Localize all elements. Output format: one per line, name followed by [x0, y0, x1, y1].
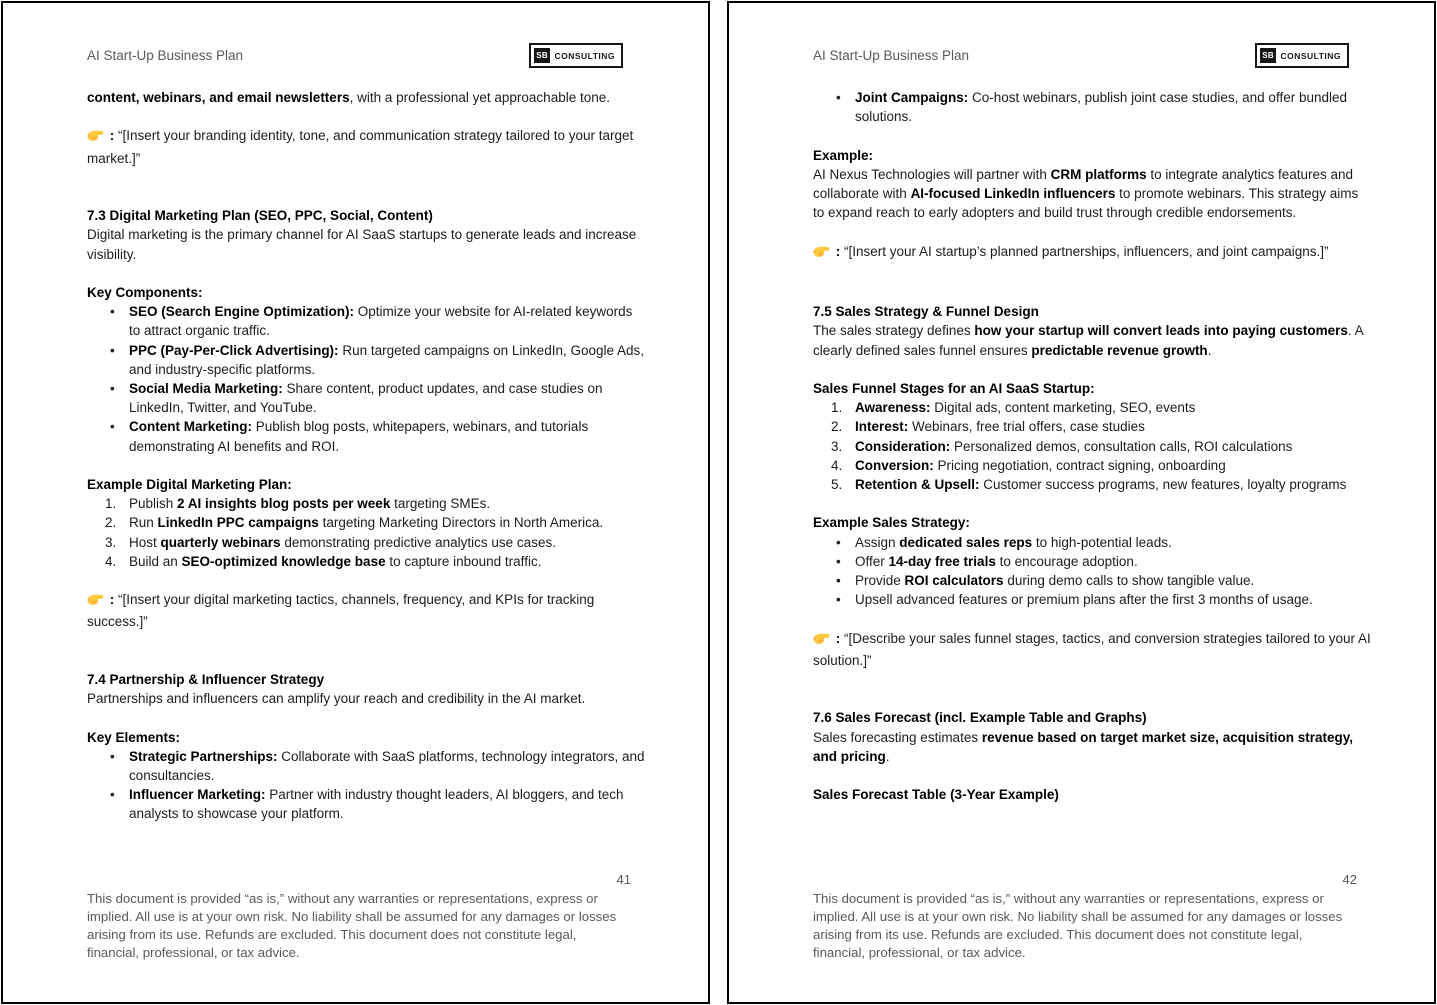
paragraph [87, 88, 645, 107]
prompt-line [813, 629, 1371, 670]
list-number: 4. [105, 553, 117, 569]
bold-text-run: Example Digital Marketing Plan: [87, 477, 292, 492]
list-number: 1. [105, 496, 117, 512]
header-title: AI Start-Up Business Plan [813, 48, 970, 63]
bold-text-run: Joint Campaigns: [855, 90, 969, 105]
blank-line [87, 456, 645, 475]
page-number: 42 [1342, 872, 1357, 887]
bold-text-run: 7.6 Sales Forecast (incl. Example Table and Graphs) [813, 710, 1147, 726]
list-number: 3. [831, 438, 843, 454]
text-run: Upsell advanced features or premium plans after the first 3 months of usage. [855, 592, 1313, 608]
list-item [813, 533, 1371, 552]
bold-text-run: revenue based on target market size, acquisition strategy, and pricing [813, 729, 1353, 764]
section-heading [813, 146, 1371, 165]
blank-line [813, 222, 1371, 241]
text-run: Partnerships and influencers can amplify your reach and credibility in the AI market. [87, 691, 586, 707]
bold-text-run: Strategic Partnerships: [129, 748, 278, 764]
pointing-right-icon [813, 242, 830, 264]
blank-line [87, 264, 645, 283]
list-item [87, 494, 645, 513]
disclaimer-text: This document is provided “as is,” without any warranties or representations, express or implied. All use is at your own risk. No liability shall be assumed for any damages or losses arising from its use. Refunds are excluded. This document does not constitute legal, financial, professional, or tax advice. [813, 891, 1343, 960]
bold-text-run: SEO (Search Engine Optimization): [129, 304, 355, 320]
bold-text-run: : [106, 128, 118, 144]
pointing-right-icon [87, 126, 104, 148]
bold-text-run: SEO-optimized knowledge base [181, 553, 386, 569]
text-run: “[Insert your AI startup’s planned partnerships, influencers, and joint campaigns.]” [844, 243, 1329, 259]
list-number: 2. [105, 515, 117, 531]
blank-line [813, 494, 1371, 513]
prompt-line [87, 590, 645, 631]
section-heading [87, 475, 645, 494]
list-item [87, 785, 645, 823]
text-run: Optimize your website for AI-related keywords to attract organic traffic. [129, 304, 633, 339]
list-item [813, 417, 1371, 436]
page-footer [813, 872, 1371, 962]
text-run: Offer [855, 553, 889, 569]
text-run: , with a professional yet approachable tone. [349, 90, 610, 105]
logo-wordmark: CONSULTING [1280, 50, 1341, 61]
header-title: AI Start-Up Business Plan [87, 48, 244, 63]
text-run: AI Nexus Technologies will partner with [813, 166, 1051, 182]
text-run: Sales forecasting estimates [813, 729, 982, 745]
bold-text-run: Example: [813, 147, 874, 163]
text-run: Collaborate with SaaS platforms, technology integrators, and consultancies. [129, 748, 645, 783]
list-item [87, 341, 645, 379]
list-item [87, 513, 645, 532]
company-logo [1255, 43, 1349, 68]
list-item [87, 379, 645, 417]
bold-text-run: 7.4 Partnership & Influencer Strategy [87, 672, 325, 687]
text-run: . A clearly defined sales funnel ensures [813, 323, 1363, 358]
text-run: to high-potential leads. [1032, 534, 1172, 550]
bold-text-run: Content Marketing: [129, 419, 252, 435]
blank-line [87, 708, 645, 727]
list-item [87, 533, 645, 552]
text-run: Customer success programs, new features, loyalty programs [979, 477, 1347, 492]
bold-text-run: 7.5 Sales Strategy & Funnel Design [813, 304, 1039, 320]
text-run: Partner with industry thought leaders, AI bloggers, and tech analysts to showcase your platform. [129, 787, 624, 822]
list-item [813, 571, 1371, 590]
text-run: . [1207, 342, 1212, 358]
text-run: . [885, 748, 890, 764]
text-run: Pricing negotiation, contract signing, onboarding [933, 457, 1226, 473]
section-heading [813, 708, 1371, 727]
list-item [813, 88, 1371, 126]
list-item [87, 302, 645, 340]
text-run: Co-host webinars, publish joint case studies, and offer bundled solutions. [855, 90, 1347, 125]
text-run: Digital ads, content marketing, SEO, events [930, 400, 1196, 416]
section-heading [813, 379, 1371, 398]
text-run: Share content, product updates, and case studies on LinkedIn, Twitter, and YouTube. [129, 381, 603, 416]
bold-text-run: AI-focused LinkedIn influencers [910, 186, 1116, 201]
text-run: “[Insert your digital marketing tactics, channels, frequency, and KPIs for tracking success.]” [87, 592, 595, 630]
section-heading [87, 206, 645, 225]
pointing-right-icon [87, 590, 104, 612]
bullet-list [813, 533, 1371, 610]
bold-text-run: : [832, 630, 844, 646]
text-run: Run targeted campaigns on LinkedIn, Google Ads, and industry-specific platforms. [129, 342, 645, 377]
list-number: 2. [831, 419, 843, 435]
bold-text-run: ROI calculators [904, 573, 1004, 588]
section-heading [813, 302, 1371, 321]
blank-line [813, 360, 1371, 379]
pointing-right-icon [813, 629, 830, 651]
list-item [813, 552, 1371, 571]
text-run: Publish [129, 496, 178, 512]
list-item [87, 747, 645, 785]
section-heading [87, 283, 645, 302]
bullet-list [813, 88, 1371, 126]
bold-text-run: Conversion: [855, 457, 934, 473]
blank-line [87, 632, 645, 670]
blank-line [813, 766, 1371, 785]
bold-text-run: Consideration: [855, 438, 951, 454]
paragraph [813, 321, 1371, 359]
disclaimer-text: This document is provided “as is,” without any warranties or representations, express or implied. All use is at your own risk. No liability shall be assumed for any damages or losses arising from its use. Refunds are excluded. This document does not constitute legal, financial, professional, or tax advice. [87, 891, 617, 960]
text-run: to integrate analytics features and collaborate with [813, 166, 1354, 201]
page-number: 41 [616, 872, 631, 887]
section-heading [87, 728, 645, 747]
bullet-list [87, 302, 645, 456]
text-run: Run [129, 515, 158, 531]
bold-text-run: PPC (Pay-Per-Click Advertising): [129, 342, 339, 358]
paragraph [87, 689, 645, 708]
bold-text-run: Sales Funnel Stages for an AI SaaS Startup: [813, 380, 1095, 396]
page-body [813, 88, 1371, 804]
bold-text-run: Example Sales Strategy: [813, 515, 970, 531]
list-item [813, 437, 1371, 456]
list-item [813, 475, 1371, 494]
text-run: “[Describe your sales funnel stages, tactics, and conversion strategies tailored to your AI solution.]” [813, 630, 1371, 668]
text-run: demonstrating predictive analytics use cases. [280, 534, 556, 550]
bold-text-run: quarterly webinars [160, 534, 281, 550]
text-run: targeting SMEs. [390, 496, 491, 512]
text-run: Provide [855, 573, 905, 588]
page-41 [1, 1, 710, 1004]
bullet-list [87, 747, 645, 824]
text-run: Publish blog posts, whitepapers, webinars, and tutorials demonstrating AI benefits and ROI. [129, 419, 589, 454]
list-item [87, 552, 645, 571]
bold-text-run: 2 AI insights blog posts per week [177, 496, 391, 512]
logo-initials-badge: SB [1260, 48, 1277, 63]
bold-text-run: content, webinars, and email newsletters [87, 90, 350, 105]
section-heading [87, 670, 645, 689]
list-item [87, 417, 645, 455]
numbered-list [87, 494, 645, 571]
list-number: 1. [831, 400, 843, 416]
company-logo [529, 43, 623, 68]
bold-text-run: Sales Forecast Table (3-Year Example) [813, 787, 1059, 803]
bold-text-run: dedicated sales reps [899, 534, 1033, 550]
text-run: Host [129, 534, 161, 550]
section-heading [813, 785, 1371, 804]
bold-text-run: LinkedIn PPC campaigns [157, 515, 319, 531]
page-body [87, 88, 645, 824]
bold-text-run: Key Elements: [87, 729, 181, 745]
list-number: 4. [831, 457, 843, 473]
blank-line [813, 609, 1371, 628]
text-run: Digital marketing is the primary channel for AI SaaS startups to generate leads and increase visibility. [87, 227, 637, 262]
bold-text-run: predictable revenue growth [1031, 342, 1208, 358]
prompt-line [813, 242, 1371, 264]
blank-line [813, 126, 1371, 145]
blank-line [87, 168, 645, 206]
bold-text-run: Awareness: [855, 400, 931, 416]
list-number: 3. [105, 534, 117, 550]
prompt-line [87, 126, 645, 167]
blank-line [87, 571, 645, 590]
bold-text-run: Interest: [855, 419, 909, 435]
text-run: “[Insert your branding identity, tone, and communication strategy tailored to your target market.]” [87, 128, 634, 166]
blank-line [87, 107, 645, 126]
bold-text-run: how your startup will convert leads into paying customers [974, 323, 1348, 339]
bold-text-run: Retention & Upsell: [855, 477, 980, 492]
text-run: Personalized demos, consultation calls, ROI calculations [950, 438, 1293, 454]
bold-text-run: Key Components: [87, 284, 203, 300]
text-run: Webinars, free trial offers, case studies [908, 419, 1145, 435]
list-number: 5. [831, 477, 843, 492]
list-item [813, 590, 1371, 609]
text-run: Assign [855, 534, 900, 550]
logo-initials-badge: SB [534, 48, 551, 63]
page-footer [87, 872, 645, 962]
bold-text-run: Influencer Marketing: [129, 787, 266, 803]
bold-text-run: Social Media Marketing: [129, 381, 283, 396]
blank-line [813, 264, 1371, 302]
text-run: The sales strategy defines [813, 323, 975, 339]
text-run: Build an [129, 553, 182, 569]
bold-text-run: : [106, 592, 118, 608]
paragraph [813, 728, 1371, 766]
page-42 [727, 1, 1436, 1004]
section-heading [813, 513, 1371, 532]
text-run: targeting Marketing Directors in North America. [318, 515, 604, 531]
bold-text-run: CRM platforms [1050, 166, 1147, 182]
list-item [813, 398, 1371, 417]
text-run: to capture inbound traffic. [385, 553, 542, 569]
text-run: to promote webinars. This strategy aims to expand reach to early adopters and build trust through credible endorsements. [813, 186, 1359, 221]
bold-text-run: 14-day free trials [888, 553, 996, 569]
bold-text-run: : [832, 243, 844, 259]
paragraph [87, 225, 645, 263]
text-run: during demo calls to show tangible value. [1003, 573, 1255, 588]
text-run: to encourage adoption. [995, 553, 1138, 569]
blank-line [813, 670, 1371, 708]
bold-text-run: 7.3 Digital Marketing Plan (SEO, PPC, Social, Content) [87, 208, 433, 224]
logo-wordmark: CONSULTING [554, 50, 615, 61]
numbered-list [813, 398, 1371, 494]
paragraph [813, 165, 1371, 223]
list-item [813, 456, 1371, 475]
